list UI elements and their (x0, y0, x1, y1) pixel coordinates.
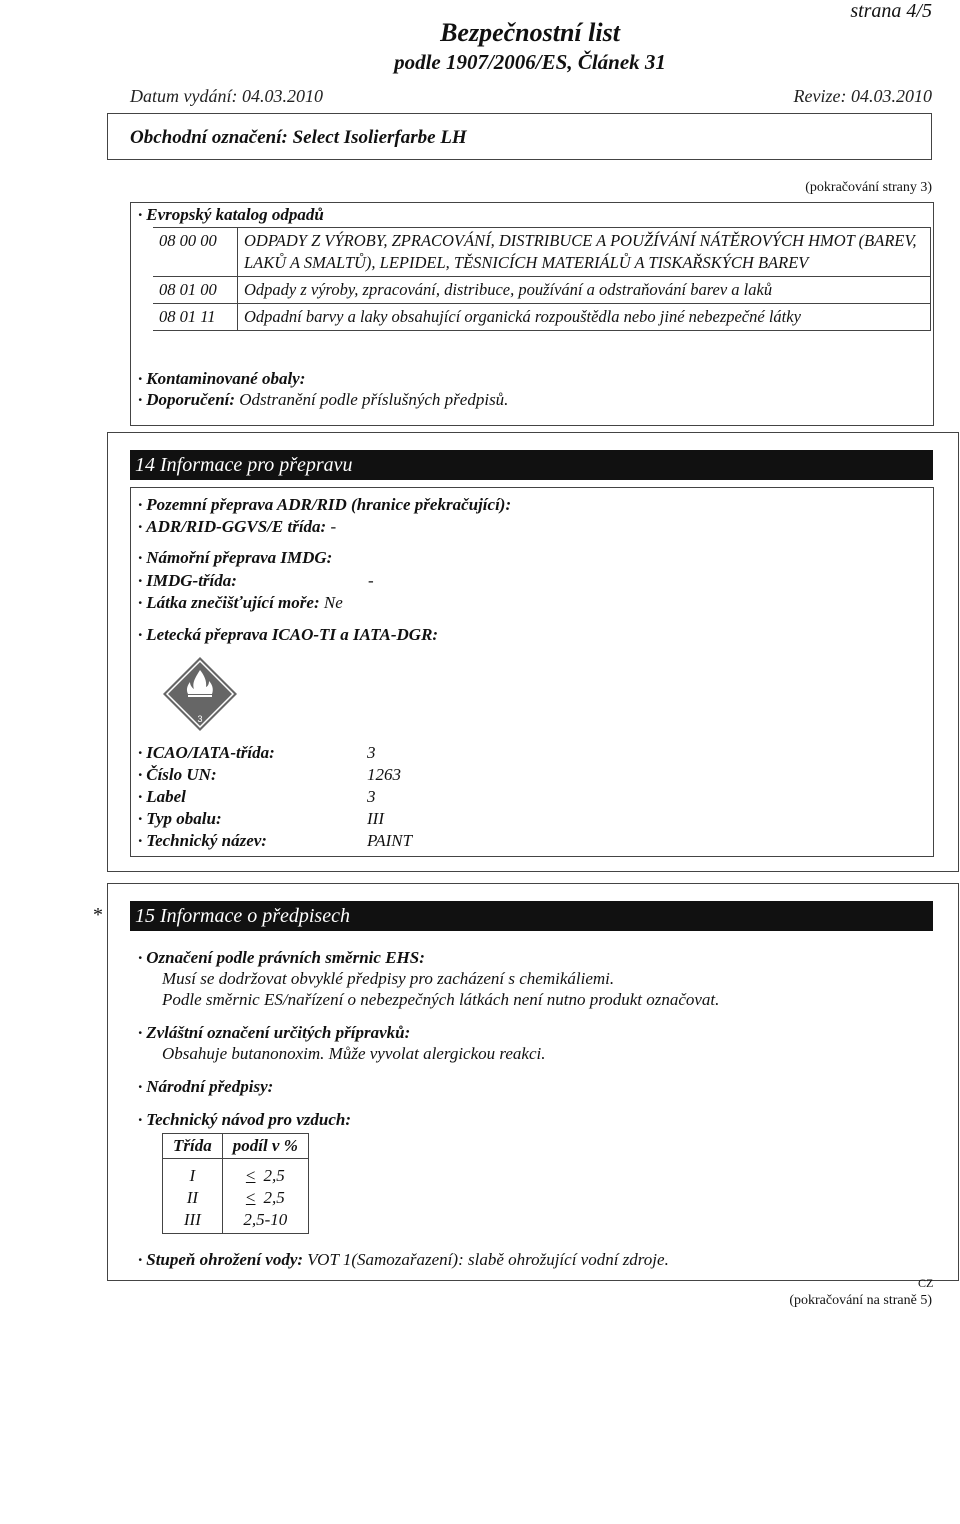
icao-class: · ICAO/IATA-třída: 3 (138, 743, 538, 763)
ehs-text-2: Podle směrnic ES/nařízení o nebezpečných látkách není nutno produkt označovat. (162, 990, 720, 1009)
trade-name: Obchodní označení: Select Isolierfarbe LH (130, 127, 467, 148)
special-labelling-label: · Zvláštní označení určitých přípravků: (138, 1023, 410, 1043)
waste-description: Odpadní barvy a laky obsahující organická rozpouštědla nebo jiné nebezpečné látky (238, 304, 931, 331)
continued-to: (pokračování na straně 5) (789, 1293, 932, 1308)
adr-class: · ADR/RID-GGVS/E třída: - (138, 517, 336, 537)
document-title: Bezpečnostní list (440, 18, 620, 47)
air-technical-guide: · Technický návod pro vzduch: (138, 1110, 351, 1130)
table-row (153, 228, 931, 277)
class-cell: III (163, 1209, 223, 1234)
imdg-class: · IMDG-třída: - (138, 571, 237, 591)
table-row (153, 304, 931, 331)
waste-description: Odpady z výroby, zpracování, distribuce, používání a odstraňování barev a laků (238, 277, 931, 304)
share-cell: < 2,5 (222, 1159, 308, 1188)
ehs-text-1: Musí se dodržovat obvyklé předpisy pro zacházení s chemikáliemi. (162, 969, 615, 988)
document-subtitle: podle 1907/2006/ES, Článek 31 (394, 50, 666, 74)
table-row (163, 1209, 309, 1234)
label-class: · Label 3 (138, 787, 538, 807)
class-cell: II (163, 1187, 223, 1209)
waste-code: 08 00 00 (153, 228, 238, 277)
sea-transport-heading: · Námořní přeprava IMDG: (138, 548, 332, 568)
page-number: strana 4/5 (850, 0, 932, 22)
flammable-liquid-pictogram-icon (162, 656, 238, 732)
continued-from: (pokračování strany 3) (805, 180, 932, 195)
packing-group: · Typ obalu: III (138, 809, 538, 829)
water-hazard-class: · Stupeň ohrožení vody: VOT 1(Samozařazení): slabě ohrožující vodní zdroje. (138, 1250, 669, 1270)
date-line (130, 86, 932, 107)
table-header-row (163, 1134, 309, 1159)
contaminated-packaging: · Kontaminované obaly: (138, 369, 305, 389)
table-row (153, 277, 931, 304)
marine-pollutant: · Látka znečišťující moře: Ne (138, 593, 343, 613)
section-14-title: 14 Informace pro přepravu (130, 450, 933, 480)
class-cell: I (163, 1159, 223, 1188)
revision-marker: * (93, 904, 103, 926)
ehs-label: · Označení podle právních směrnic EHS: (138, 948, 425, 968)
table-row (163, 1159, 309, 1188)
language-code: CZ (918, 1276, 934, 1290)
share-cell: < 2,5 (222, 1187, 308, 1209)
table-row (163, 1187, 309, 1209)
waste-description: ODPADY Z VÝROBY, ZPRACOVÁNÍ, DISTRIBUCE A POUŽÍVÁNÍ NÁTĚROVÝCH HMOT (BAREV, LAKŮ A SMALTŮ), LEPIDEL, TĚSNICÍCH MATERIÁLŮ A TISKAŘSKÝCH BAREV (238, 228, 931, 277)
air-transport-heading: · Letecká přeprava ICAO-TI a IATA-DGR: (138, 625, 438, 645)
waste-code: 08 01 00 (153, 277, 238, 304)
special-labelling-text: Obsahuje butanonoxim. Může vyvolat alergickou reakci. (162, 1044, 546, 1063)
pictogram-class-number: 3 (197, 714, 203, 724)
waste-code: 08 01 11 (153, 304, 238, 331)
recommendation: · Doporučení: Odstranění podle příslušných předpisů. (138, 390, 508, 410)
section-15-title: 15 Informace o předpisech (130, 901, 933, 931)
un-number: · Číslo UN: 1263 (138, 765, 538, 785)
column-header: Třída (163, 1134, 223, 1159)
technical-name: · Technický název: PAINT (138, 831, 538, 851)
issue-date: Datum vydání: 04.03.2010 (130, 86, 323, 106)
land-transport-heading: · Pozemní přeprava ADR/RID (hranice překračující): (138, 495, 511, 515)
revision-date: Revize: 04.03.2010 (793, 86, 932, 106)
share-cell: 2,5-10 (222, 1209, 308, 1234)
air-class-table (162, 1133, 309, 1234)
waste-catalog-heading: · Evropský katalog odpadů (138, 205, 324, 225)
column-header: podíl v % (222, 1134, 308, 1159)
waste-table (153, 227, 931, 331)
national-regulations: · Národní předpisy: (138, 1077, 273, 1097)
